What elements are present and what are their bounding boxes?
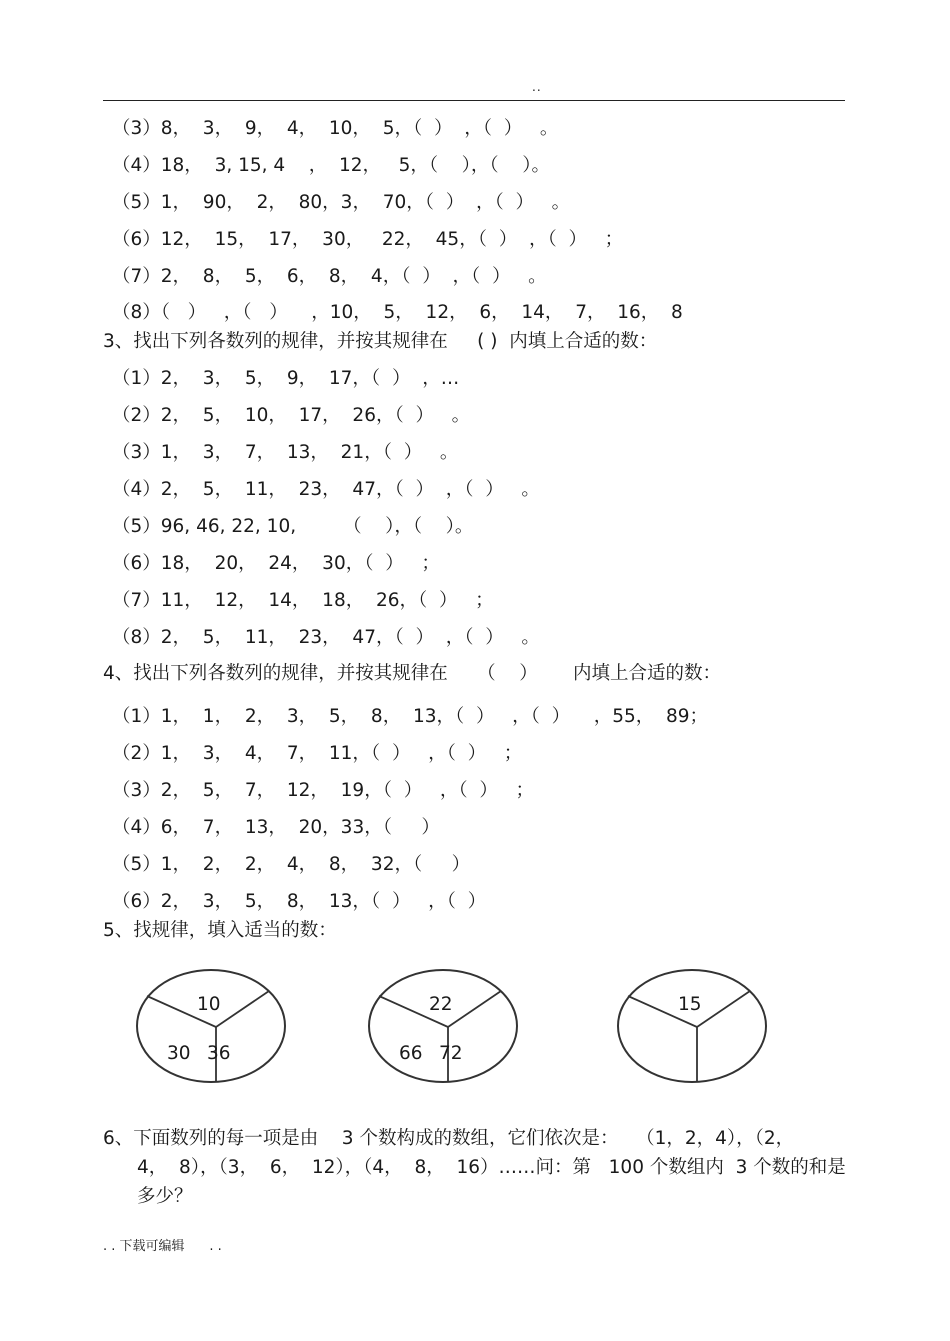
sequence-item: （6）12， 15， 17， 30， 22， 45，（ ） ，（ ） ； [112,229,624,250]
sequence-item: （6）18， 20， 24， 30，（ ） ； [112,553,440,574]
sequence-item: （7）11， 12， 14， 18， 26，（ ） ； [112,590,494,611]
circle-outline [369,970,517,1082]
sequence-item: （4）18， 3, 15, 4 ， 12， 5，（ ），（ ）。 [112,155,550,176]
sequence-item: （5）1， 2， 2， 4， 8， 32，（ ） [112,854,471,875]
circle-top-number: 22 [429,994,453,1015]
circle-top-number: 15 [678,994,702,1015]
sequence-item: （3）2， 5， 7， 12， 19，（ ） ，（ ） ； [112,780,535,801]
question-6-line-2: 4， 8），（3， 6， 12），（4， 8， 16）……问：第 100 个数组内 3 个数的和是 [137,1157,846,1178]
footer-text: . . 下载可编辑 . . [103,1239,222,1254]
section-heading: 4、找出下列各数列的规律，并按其规律在 （ ） 内填上合适的数： [103,663,721,684]
sequence-item: （6）2， 3， 5， 8， 13，（ ） ，（ ） [112,891,487,912]
header-dots: .. [532,80,542,94]
sequence-item: （5）1， 90， 2， 80，3， 70，（ ） ，（ ） 。 [112,192,571,213]
circle-outline [137,970,285,1082]
sequence-item: （2）1， 3， 4， 7， 11，（ ） ，（ ） ； [112,743,523,764]
circle-diagram-3 [616,968,768,1084]
question-6 [103,1124,845,1211]
header-rule [103,100,845,101]
circle-top-number: 10 [197,994,221,1015]
circle-left-number: 30 [167,1043,191,1064]
sequence-item: （1）2， 3， 5， 9， 17，（ ） ，… [112,368,460,389]
divider-right [448,991,501,1027]
circle-left-number: 66 [399,1043,423,1064]
sequence-item: （8）2， 5， 11， 23， 47，（ ） ，（ ） 。 [112,627,540,648]
sequence-item: （4）2， 5， 11， 23， 47，（ ） ，（ ） 。 [112,479,540,500]
sequence-item: （2）2， 5， 10， 17， 26，（ ） 。 [112,405,471,426]
circle-outline [618,970,766,1082]
section-heading: 5、找规律，填入适当的数： [103,920,337,941]
section-heading: 3、找出下列各数列的规律，并按其规律在 ( ) 内填上合适的数： [103,331,658,352]
divider-right [216,991,269,1027]
question-6-line-3: 多少？ [137,1186,193,1207]
divider-right [697,991,750,1027]
circle-diagram-2 [367,968,519,1084]
circle-right-number: 36 [207,1043,231,1064]
sequence-item: （8）（ ） ，（ ） ，10， 5， 12， 6， 14， 7， 16， 8 [112,302,683,323]
sequence-item: （5）96, 46, 22, 10, （ ），（ ）。 [112,516,474,537]
circle-right-number: 72 [439,1043,463,1064]
circle-diagram-1 [135,968,287,1084]
sequence-item: （4）6， 7， 13， 20，33，（ ） [112,817,440,838]
sequence-item: （3）8， 3， 9， 4， 10， 5，（ ） ，（ ） 。 [112,118,559,139]
sequence-item: （3）1， 3， 7， 13， 21，（ ） 。 [112,442,459,463]
question-6-line-1: 6、下面数列的每一项是由 3 个数构成的数组，它们依次是： （1，2，4），（2， [103,1128,795,1149]
sequence-item: （7）2， 8， 5， 6， 8， 4，（ ） ，（ ） 。 [112,266,547,287]
sequence-item: （1）1， 1， 2， 3， 5， 8， 13，（ ） ，（ ） ，55， 89； [112,706,709,727]
